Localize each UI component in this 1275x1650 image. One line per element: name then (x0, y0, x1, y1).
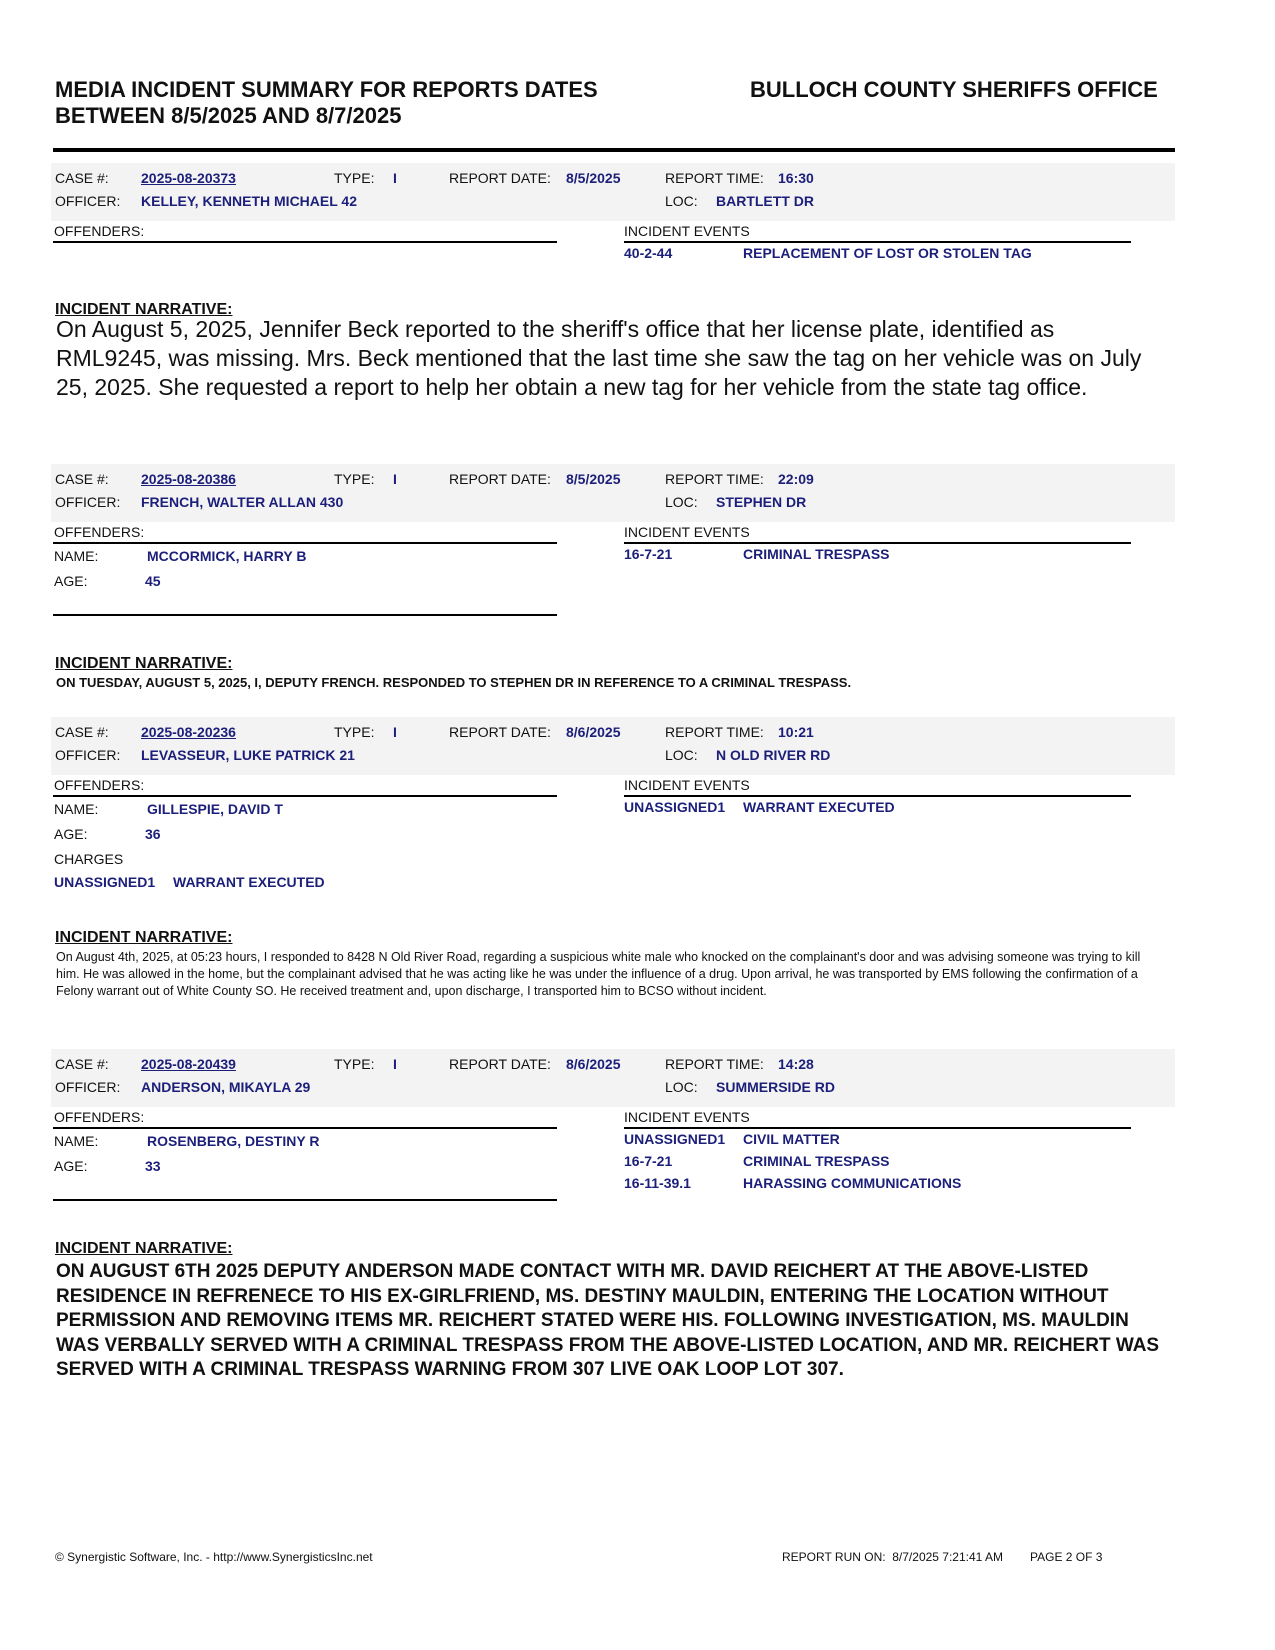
type-value: I (393, 724, 397, 740)
report-time-label: REPORT TIME: (665, 170, 764, 186)
incident-events-label: INCIDENT EVENTS (624, 223, 750, 239)
event-code: UNASSIGNED1 (624, 1131, 726, 1147)
event-description: CRIMINAL TRESPASS (743, 546, 890, 562)
loc-label: LOC: (665, 193, 698, 209)
report-time-value: 14:28 (778, 1056, 814, 1072)
narrative-heading: INCIDENT NARRATIVE: (55, 929, 233, 946)
case-label: CASE #: (55, 471, 109, 487)
report-date-label: REPORT DATE: (449, 170, 551, 186)
offenders-rule (53, 542, 557, 544)
type-value: I (393, 170, 397, 186)
offenders-rule (53, 1127, 557, 1129)
offender-age: 45 (145, 573, 161, 589)
events-rule (624, 795, 1131, 797)
report-time-value: 16:30 (778, 170, 814, 186)
case-number-link[interactable]: 2025-08-20236 (141, 724, 236, 740)
type-label: TYPE: (334, 170, 375, 186)
offender-name: GILLESPIE, DAVID T (147, 801, 283, 817)
loc-label: LOC: (665, 747, 698, 763)
loc-label: LOC: (665, 1079, 698, 1095)
age-label: AGE: (54, 1158, 88, 1174)
case-block (51, 163, 1175, 261)
type-value: I (393, 1056, 397, 1072)
event-code: UNASSIGNED1 (624, 799, 726, 815)
report-time-value: 22:09 (778, 471, 814, 487)
report-run-on (782, 1550, 1003, 1564)
officer-value: KELLEY, KENNETH MICHAEL 42 (141, 193, 357, 209)
incident-narrative: On August 4th, 2025, at 05:23 hours, I responded to 8428 N Old River Road, regarding a suspicious white male who knocked on the complainant's door and was advising someone was trying to kill him. He was allowed in the home, but the complainant advised that he was acting like he was under the influence of a drug. Upon arrival, he was transported by EMS following the confirmation of a Felony warrant out of White County SO. He received treatment and, upon discharge, I transported him to BCSO without incident. (56, 950, 1141, 998)
loc-value: STEPHEN DR (716, 494, 807, 510)
case-block (51, 1049, 1175, 1191)
type-label: TYPE: (334, 724, 375, 740)
charge-code: UNASSIGNED1 (54, 874, 156, 890)
incident-narrative: On August 5, 2025, Jennifer Beck reported to the sheriff's office that her license plate, identified as RML9245, was missing. Mrs. Beck mentioned that the last time she saw the tag on her vehicle was on July 25, 2025. She requested a report to help her obtain a new tag for her vehicle from the state tag office. (56, 316, 1142, 400)
case-header (51, 1049, 1175, 1107)
report-date-label: REPORT DATE: (449, 1056, 551, 1072)
officer-label: OFFICER: (55, 494, 121, 510)
header-rule (53, 148, 1175, 152)
report-title (55, 77, 598, 129)
type-label: TYPE: (334, 471, 375, 487)
offenders-label: OFFENDERS: (54, 223, 145, 239)
name-label: NAME: (54, 801, 99, 817)
event-description: CRIMINAL TRESPASS (743, 1153, 890, 1169)
age-label: AGE: (54, 573, 88, 589)
offenders-label: OFFENDERS: (54, 777, 145, 793)
agency-name: BULLOCH COUNTY SHERIFFS OFFICE (750, 77, 1158, 102)
report-date-value: 8/6/2025 (566, 724, 621, 740)
name-label: NAME: (54, 548, 99, 564)
case-label: CASE #: (55, 1056, 109, 1072)
event-code: 16-11-39.1 (624, 1175, 691, 1191)
incident-events-label: INCIDENT EVENTS (624, 777, 750, 793)
offender-age: 36 (145, 826, 161, 842)
loc-value: BARTLETT DR (716, 193, 814, 209)
officer-value: LEVASSEUR, LUKE PATRICK 21 (141, 747, 355, 763)
type-value: I (393, 471, 397, 487)
report-time-label: REPORT TIME: (665, 471, 764, 487)
report-date-value: 8/5/2025 (566, 170, 621, 186)
run-time: 8/7/2025 7:21:41 AM (892, 1550, 1004, 1564)
officer-value: FRENCH, WALTER ALLAN 430 (141, 494, 344, 510)
case-label: CASE #: (55, 724, 109, 740)
case-number-link[interactable]: 2025-08-20386 (141, 471, 236, 487)
narrative-heading: INCIDENT NARRATIVE: (55, 301, 233, 318)
loc-label: LOC: (665, 494, 698, 510)
case-header (51, 464, 1175, 522)
events-rule (624, 1127, 1131, 1129)
event-code: 16-7-21 (624, 1153, 673, 1169)
event-code: 40-2-44 (624, 245, 673, 261)
offenders-label: OFFENDERS: (54, 524, 145, 540)
case-number-link[interactable]: 2025-08-20439 (141, 1056, 236, 1072)
title-line-2: BETWEEN 8/5/2025 AND 8/7/2025 (55, 103, 402, 128)
charges-label: CHARGES (54, 851, 124, 867)
event-description: HARASSING COMMUNICATIONS (743, 1175, 962, 1191)
copyright: © Synergistic Software, Inc. - http://www.SynergisticsInc.net (55, 1550, 373, 1564)
case-header (51, 717, 1175, 775)
officer-label: OFFICER: (55, 747, 121, 763)
charge-description: WARRANT EXECUTED (173, 874, 325, 890)
event-description: REPLACEMENT OF LOST OR STOLEN TAG (743, 245, 1032, 261)
type-label: TYPE: (334, 1056, 375, 1072)
case-block (51, 464, 1175, 589)
narrative-heading: INCIDENT NARRATIVE: (55, 1240, 233, 1257)
title-line-1: MEDIA INCIDENT SUMMARY FOR REPORTS DATES (55, 77, 598, 102)
officer-label: OFFICER: (55, 193, 121, 209)
report-time-value: 10:21 (778, 724, 814, 740)
event-code: 16-7-21 (624, 546, 673, 562)
events-rule (624, 241, 1131, 243)
report-date-value: 8/6/2025 (566, 1056, 621, 1072)
incident-events-label: INCIDENT EVENTS (624, 1109, 750, 1125)
case-label: CASE #: (55, 170, 109, 186)
offenders-end-rule (53, 614, 557, 616)
report-date-value: 8/5/2025 (566, 471, 621, 487)
offenders-label: OFFENDERS: (54, 1109, 145, 1125)
offender-name: MCCORMICK, HARRY B (147, 548, 307, 564)
officer-label: OFFICER: (55, 1079, 121, 1095)
name-label: NAME: (54, 1133, 99, 1149)
event-description: CIVIL MATTER (743, 1131, 840, 1147)
events-rule (624, 542, 1131, 544)
age-label: AGE: (54, 826, 88, 842)
offenders-rule (53, 795, 557, 797)
narrative-heading: INCIDENT NARRATIVE: (55, 655, 233, 672)
report-time-label: REPORT TIME: (665, 724, 764, 740)
case-header (51, 163, 1175, 221)
offenders-end-rule (53, 1199, 557, 1201)
offenders-rule (53, 241, 557, 243)
report-date-label: REPORT DATE: (449, 724, 551, 740)
case-number-link[interactable]: 2025-08-20373 (141, 170, 236, 186)
loc-value: SUMMERSIDE RD (716, 1079, 836, 1095)
offender-name: ROSENBERG, DESTINY R (147, 1133, 320, 1149)
loc-value: N OLD RIVER RD (716, 747, 831, 763)
offender-age: 33 (145, 1158, 161, 1174)
report-time-label: REPORT TIME: (665, 1056, 764, 1072)
event-description: WARRANT EXECUTED (743, 799, 895, 815)
incident-events-label: INCIDENT EVENTS (624, 524, 750, 540)
run-label: REPORT RUN ON: (782, 1550, 886, 1564)
incident-narrative: ON AUGUST 6TH 2025 DEPUTY ANDERSON MADE CONTACT WITH MR. DAVID REICHERT AT THE ABOVE-LISTED RESIDENCE IN REFRENECE TO HIS EX-GIRLFRIEND, MS. DESTINY MAULDIN, ENTERING THE LOCATION WITHOUT PERMISSION AND REMOVING ITEMS MR. REICHERT STATED WERE HIS. FOLLOWING INVESTIGATION, MS. MAULDIN WAS VERBALLY SERVED WITH A CRIMINAL TRESPASS FROM THE ABOVE-LISTED LOCATION, AND MR. REICHERT WAS SERVED WITH A CRIMINAL TRESPASS WARNING FROM 307 LIVE OAK LOOP LOT 307. (56, 1261, 1160, 1380)
officer-value: ANDERSON, MIKAYLA 29 (141, 1079, 311, 1095)
page-number: PAGE 2 OF 3 (1030, 1550, 1103, 1564)
incident-narrative: ON TUESDAY, AUGUST 5, 2025, I, DEPUTY FRENCH. RESPONDED TO STEPHEN DR IN REFERENCE TO A CRIMINAL TRESPASS. (56, 675, 852, 690)
report-date-label: REPORT DATE: (449, 471, 551, 487)
case-block (51, 717, 1175, 890)
